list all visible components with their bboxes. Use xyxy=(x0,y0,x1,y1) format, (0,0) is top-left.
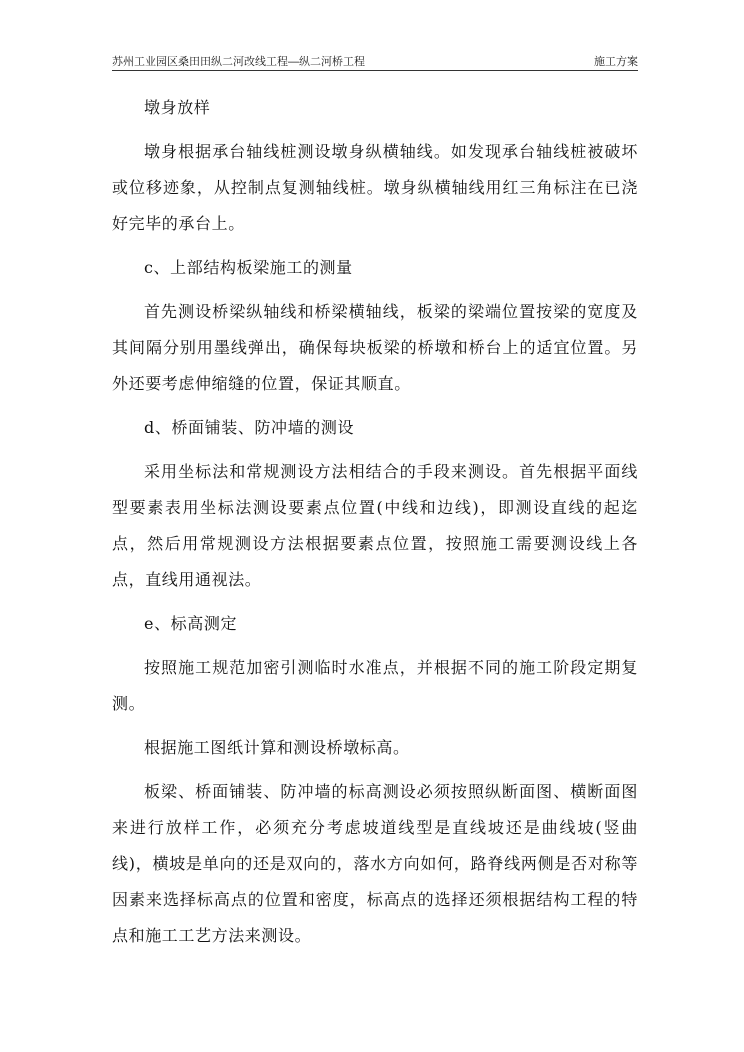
paragraph-benchmark: 按照施工规范加密引测临时水准点，并根据不同的施工阶段定期复测。 xyxy=(112,658,638,713)
section-heading-deck-paving: d、桥面铺装、防冲墙的测设 xyxy=(144,418,355,437)
header-divider xyxy=(112,70,638,71)
paragraph-pier-elevation: 根据施工图纸计算和测设桥墩标高。 xyxy=(144,738,410,757)
page-header xyxy=(112,55,638,71)
section-heading-pier-layout: 墩身放样 xyxy=(144,98,211,117)
section-heading-superstructure: c、上部结构板梁施工的测量 xyxy=(144,258,353,277)
header-project-title: 苏州工业园区桑田田纵二河改线工程—纵二河桥工程 xyxy=(112,56,365,68)
paragraph-beam-layout: 首先测设桥梁纵轴线和桥梁横轴线，板梁的梁端位置按梁的宽度及其间隔分别用墨线弹出，确保每块板梁的桥墩和桥台上的适宜位置。另外还要考虑伸缩缝的位置，保证其顺直。 xyxy=(112,302,638,393)
paragraph-coordinate-method: 采用坐标法和常规测设方法相结合的手段来测设。首先根据平面线型要素表用坐标法测设要素点位置(中线和边线)，即测设直线的起迄点，然后用常规测设方法根据要素点位置，按照施工需要测设线上各点，直线用通视法。 xyxy=(112,462,638,589)
document-body xyxy=(112,90,638,954)
paragraph-elevation-layout: 板梁、桥面铺装、防冲墙的标高测设必须按照纵断面图、横断面图来进行放样工作，必须充分考虑坡道线型是直线坡还是曲线坡(竖曲线)，横坡是单向的还是双向的，落水方向如何，路脊线两侧是否对称等因素来选择标高点的位置和密度，标高点的选择还须根据结构工程的特点和施工工艺方法来测设。 xyxy=(112,782,638,945)
paragraph-pier-axis: 墩身根据承台轴线桩测设墩身纵横轴线。如发现承台轴线桩被破坏或位移迹象，从控制点复测轴线桩。墩身纵横轴线用红三角标注在已浇好完毕的承台上。 xyxy=(112,142,638,233)
header-section-title: 施工方案 xyxy=(594,56,638,68)
section-heading-elevation: e、标高测定 xyxy=(144,614,238,633)
